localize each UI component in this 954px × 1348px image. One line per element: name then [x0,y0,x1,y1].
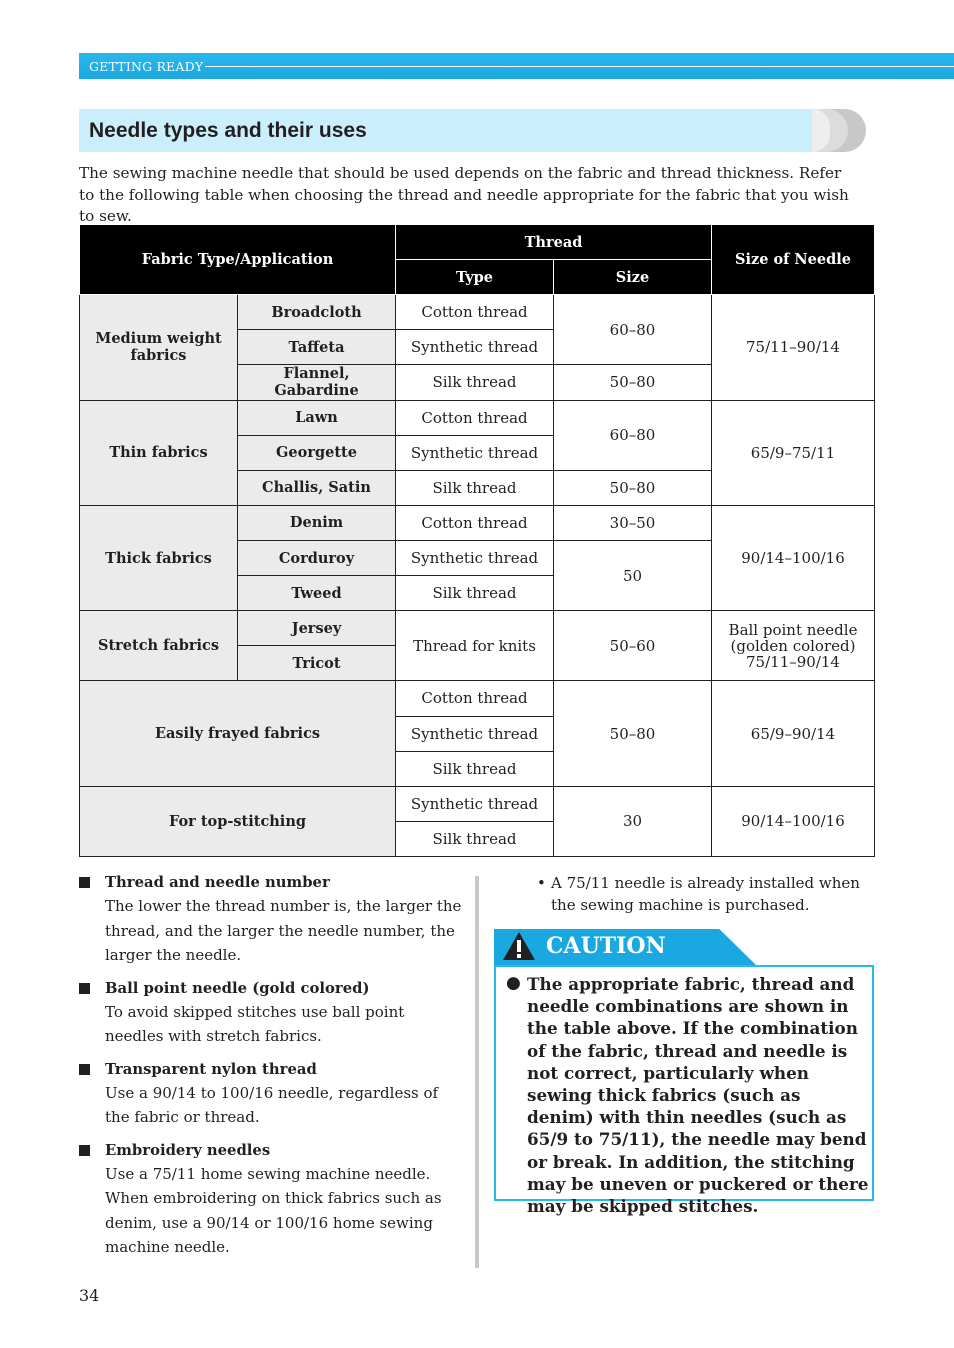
thread-type-cell: Cotton thread [396,400,554,435]
category-cell: Thin fabrics [80,400,238,505]
thread-type-cell: Silk thread [396,576,554,611]
category-cell: Easily frayed fabrics [80,681,396,786]
fabric-cell: Taffeta [238,330,396,365]
thread-type-cell: Synthetic thread [396,330,554,365]
thread-type-cell: Silk thread [396,821,554,856]
section-label: GETTING READY [89,59,204,74]
thread-type-cell: Synthetic thread [396,435,554,470]
thread-type-cell: Cotton thread [396,681,554,716]
thread-type-cell: Cotton thread [396,295,554,330]
category-cell: Medium weight fabrics [80,295,238,400]
thread-size-cell: 50–80 [554,365,712,400]
note-body: The lower the thread number is, the larger the thread, and the larger the needle number, the larger the needle. [105,897,462,964]
header-thread: Thread [396,225,712,260]
category-cell: For top-stitching [80,786,396,856]
needle-size-cell: 75/11–90/14 [712,295,875,400]
fabric-cell: Flannel, Gabardine [238,365,396,400]
needle-table [79,224,875,857]
category-cell: Thick fabrics [80,505,238,610]
thread-type-cell: Silk thread [396,751,554,786]
intro-paragraph: The sewing machine needle that should be used depends on the fabric and thread thickness. Refer to the following table when choosing the thread and needle appropriate for the fabric that you wish to sew. [79,164,849,225]
note-heading: Thread and needle number [105,874,330,891]
needle-size-cell: 65/9–75/11 [712,400,875,505]
thread-size-cell: 60–80 [554,295,712,365]
thread-type-cell: Silk thread [396,365,554,400]
note-body: Use a 75/11 home sewing machine needle. When embroidering on thick fabrics such as denim, use a 90/14 or 100/16 home sewing machine needle. [105,1164,442,1256]
thread-size-cell: 50–80 [554,470,712,505]
needle-size-cell: 90/14–100/16 [712,786,875,856]
square-bullet-icon [79,877,90,888]
fabric-cell: Corduroy [238,540,396,575]
fabric-cell: Challis, Satin [238,470,396,505]
note-item [79,978,464,1049]
bullet-note [537,872,882,916]
needle-size-cell: 90/14–100/16 [712,505,875,610]
notes-column [79,872,464,1270]
square-bullet-icon [79,1064,90,1075]
category-cell: Stretch fabrics [80,611,238,681]
caution-header [494,929,756,965]
bullet-note-text: A 75/11 needle is already installed when the sewing machine is purchased. [551,874,860,914]
needle-line: 75/11–90/14 [746,652,840,671]
note-item [79,1140,464,1260]
header-type: Type [396,260,554,295]
header-needle: Size of Needle [712,225,875,295]
thread-type-cell: Thread for knits [396,611,554,681]
header-fabric: Fabric Type/Application [80,225,396,295]
thread-size-cell: 60–80 [554,400,712,470]
page-number: 34 [79,1286,100,1305]
fabric-cell: Lawn [238,400,396,435]
fabric-cell: Tricot [238,646,396,681]
fabric-cell: Tweed [238,576,396,611]
circle-bullet-icon: ● [506,973,521,993]
needle-size-cell: 65/9–90/14 [712,681,875,786]
note-heading: Ball point needle (gold colored) [105,979,370,997]
thread-type-cell: Cotton thread [396,505,554,540]
thread-type-cell: Synthetic thread [396,540,554,575]
needle-size-cell [712,611,875,681]
needle-line: (golden colored) [730,636,856,655]
header-size: Size [554,260,712,295]
square-bullet-icon [79,1145,90,1156]
page-title: Needle types and their uses [89,119,367,142]
note-item [79,872,464,968]
thread-type-cell: Silk thread [396,470,554,505]
thread-size-cell: 50–60 [554,611,712,681]
note-body: Use a 90/14 to 100/16 needle, regardless of the fabric or thread. [105,1083,439,1126]
needle-line: Ball point needle [728,620,858,639]
section-header-bar [79,53,954,79]
caution-label: CAUTION [546,933,666,959]
thread-type-cell: Synthetic thread [396,786,554,821]
fabric-cell: Broadcloth [238,295,396,330]
note-heading: Embroidery needles [105,1141,271,1159]
warning-triangle-icon [502,931,536,961]
caution-box [494,965,874,1217]
thread-size-cell: 50 [554,540,712,610]
note-item [79,1059,464,1130]
thread-size-cell: 30 [554,786,712,856]
fabric-cell: Jersey [238,611,396,646]
title-bar [79,109,812,152]
fabric-cell: Denim [238,505,396,540]
bullet-dot-icon: • [537,874,546,892]
fabric-cell: Georgette [238,435,396,470]
column-divider [475,876,479,1268]
thread-size-cell: 50–80 [554,681,712,786]
thread-size-cell: 30–50 [554,505,712,540]
caution-text: The appropriate fabric, thread and needle combinations are shown in the table above. If the combination of the fabric, thread and needle is not correct, particularly when sewing thick fabrics (such as denim) with thin needles (such as 65/9 to 75/11), the needle may bend or break. In addition, the stitching may be uneven or puckered or there may be skipped stitches. [527,974,869,1217]
square-bullet-icon [79,983,90,994]
note-heading: Transparent nylon thread [105,1060,317,1078]
header-rule [205,66,954,67]
note-body: To avoid skipped stitches use ball point needles with stretch fabrics. [105,1002,405,1045]
thread-type-cell: Synthetic thread [396,716,554,751]
